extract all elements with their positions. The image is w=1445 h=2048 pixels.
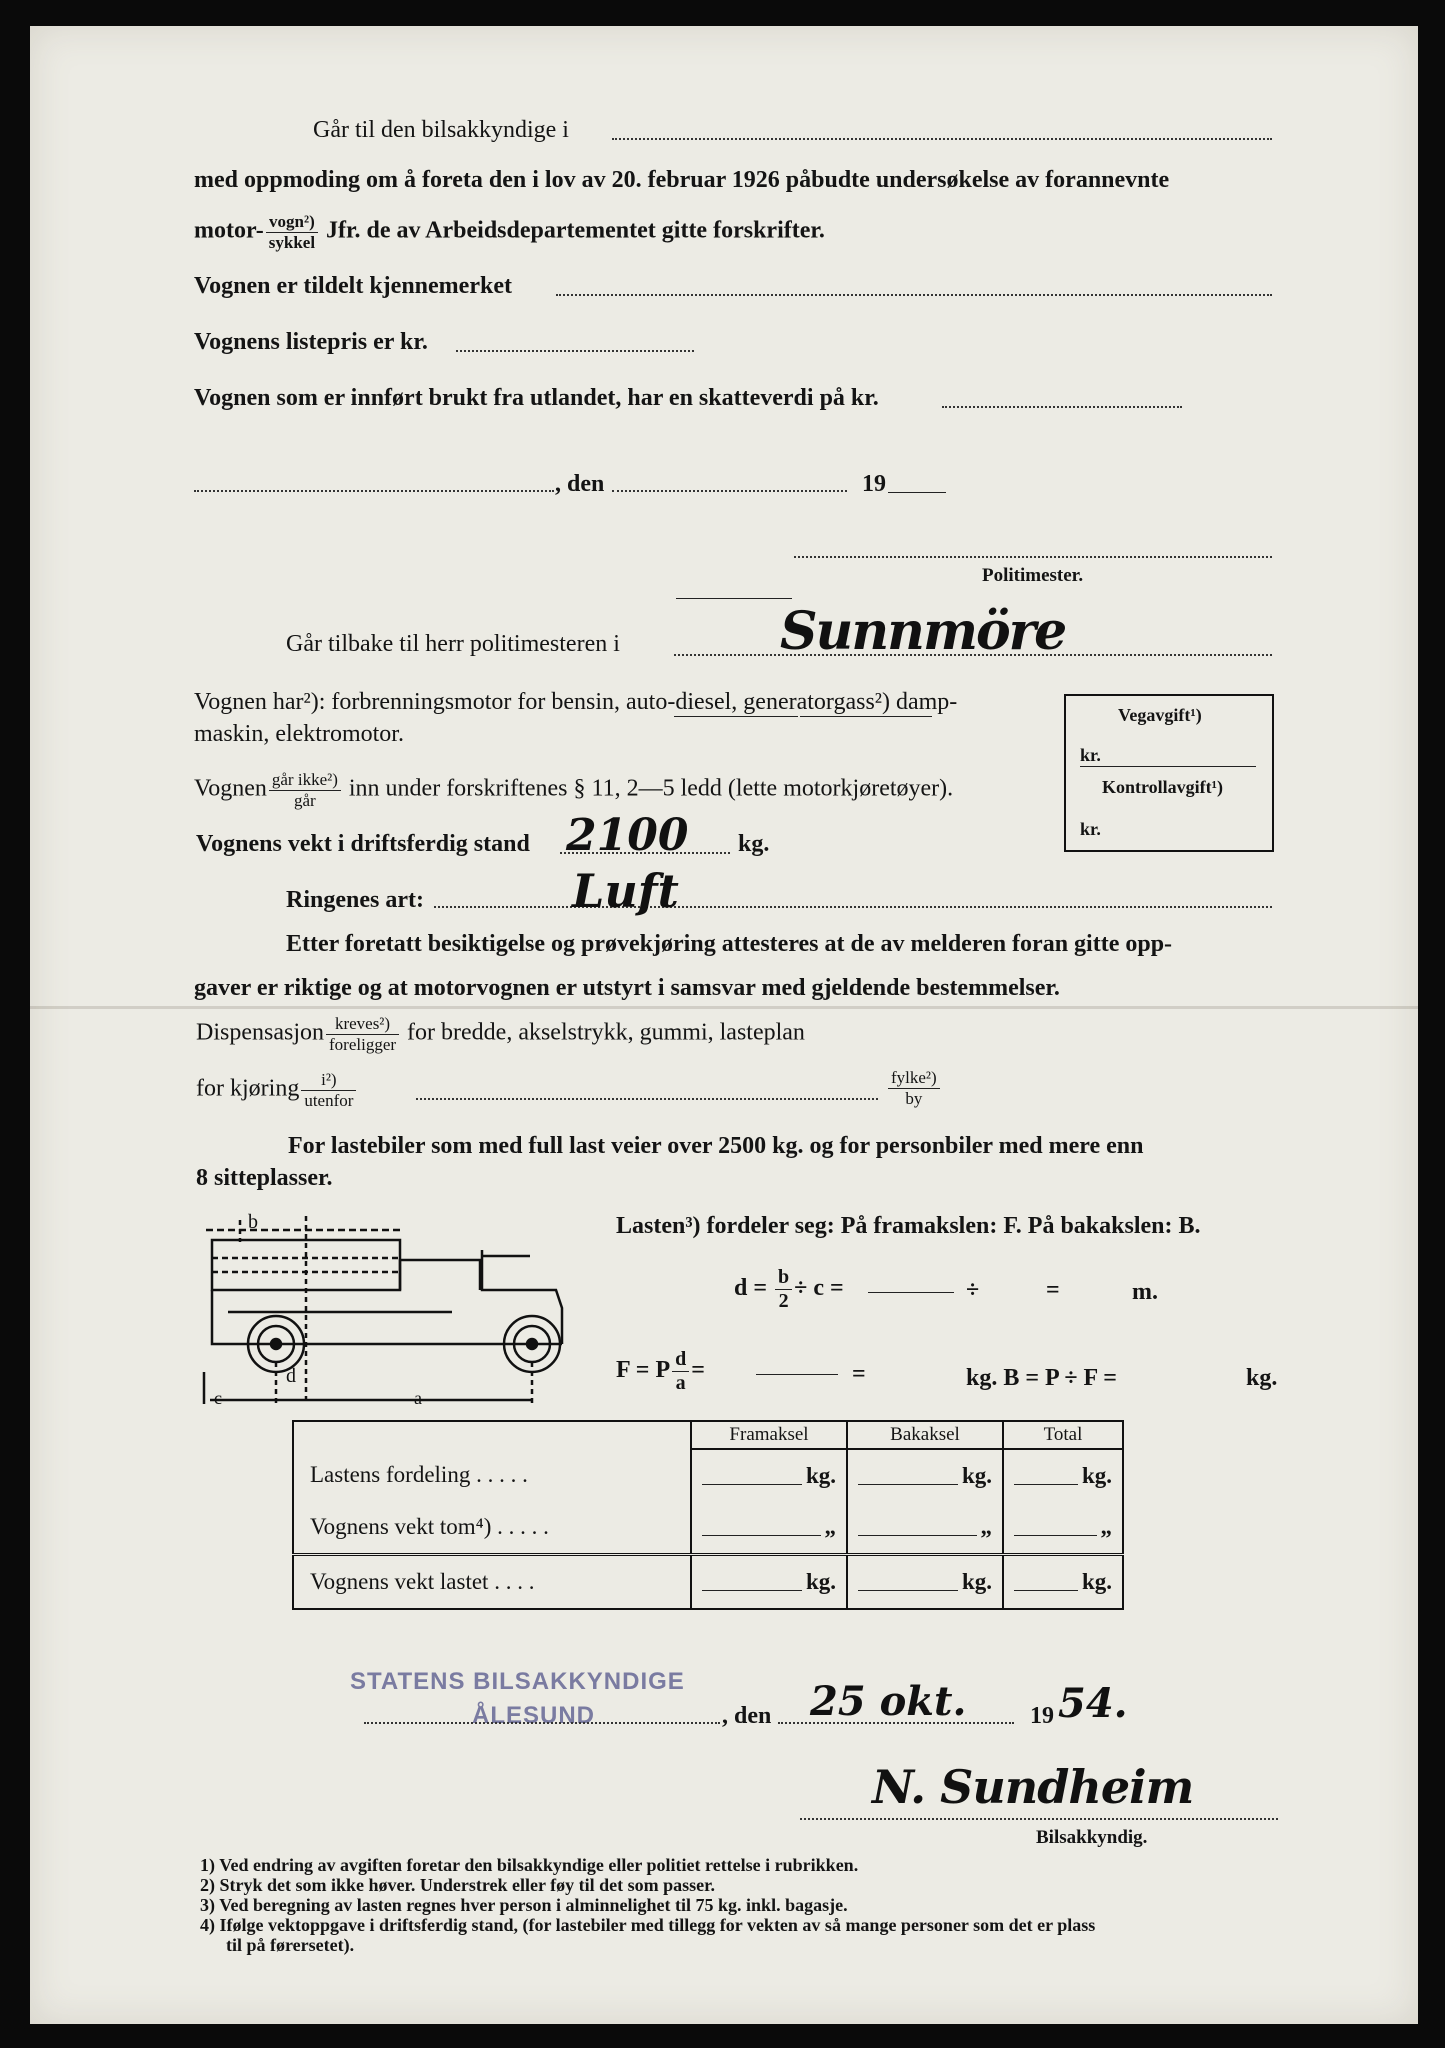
underline-generatorgass: [800, 716, 932, 717]
load-distribution-table: [292, 1420, 1124, 1610]
cell-field[interactable]: [1014, 1572, 1078, 1591]
attest-line-2: gaver er riktige og at motorvognen er utstyrt i samsvar med gjeldende bestemmelser.: [194, 975, 1060, 1001]
footnote-mark: 3): [200, 1895, 215, 1915]
d-frac-top: b: [775, 1266, 792, 1290]
kontrollavgift-kr: kr.: [1080, 819, 1101, 839]
driving-line: [196, 1070, 358, 1110]
vegavgift-field[interactable]: [1080, 766, 1256, 767]
motor-prefix: motor-: [194, 217, 264, 244]
table-row: [293, 1449, 1123, 1501]
kjoring-frac-bottom: utenfor: [304, 1090, 354, 1110]
engine-line-1: Vognen har²): forbrenningsmotor for bensin, auto-diesel, generatorgass²) damp-: [194, 689, 958, 715]
weight-label: Vognens vekt i driftsferdig stand: [196, 831, 530, 857]
row-label: Lastens fordeling . . . . .: [310, 1462, 528, 1488]
kjoring-fraction: [301, 1070, 356, 1110]
footnote-4: [200, 1916, 1095, 1934]
d-formula: [734, 1266, 844, 1313]
vegavgift-kr: kr.: [1080, 745, 1101, 765]
cell-field[interactable]: [702, 1572, 802, 1591]
gaar-prefix: Vognen: [194, 775, 267, 802]
d-eq: =: [1046, 1277, 1060, 1303]
signoff-place-field[interactable]: [364, 1722, 720, 1724]
footnote-text: Ved endring av avgiften foretar den bilsakkyndige eller politiet rettelse i rubrikken.: [219, 1855, 859, 1875]
d-unit: m.: [1132, 1279, 1158, 1305]
list-price-field[interactable]: [456, 350, 694, 352]
cell-field[interactable]: [1014, 1466, 1078, 1485]
attest-line-1: Etter foretatt besiktigelse og prøvekjøring attesteres at de av melderen foran gitte opp-: [286, 931, 1173, 957]
request-text: med oppmoding om å foreta den i lov av 20. februar 1926 påbudte undersøkelse av forannevnte: [194, 167, 1170, 193]
disp-frac-top: kreves²): [326, 1014, 399, 1035]
disp-suffix: for bredde, akselstrykk, gummi, lasteplan: [407, 1019, 805, 1046]
diagram-label-d: d: [286, 1365, 296, 1387]
table-row: [293, 1501, 1123, 1554]
footnote-4-cont: [226, 1936, 354, 1954]
paper-fold: [30, 1006, 1418, 1009]
d-frac-bottom: 2: [778, 1290, 789, 1312]
gaar-frac-bottom: går: [294, 790, 316, 810]
cell-unit: kg.: [805, 1568, 836, 1594]
fylke-fraction-wrap: [886, 1068, 942, 1108]
cell-field[interactable]: [702, 1466, 802, 1485]
list-price-label: Vognens listepris er kr.: [194, 329, 428, 355]
year-field[interactable]: [888, 492, 946, 493]
cell-field[interactable]: [702, 1517, 821, 1536]
diagram-label-b: b: [248, 1212, 258, 1233]
header-framaksel: Framaksel: [691, 1421, 847, 1449]
gaar-suffix: inn under forskriftenes § 11, 2—5 ledd (lette motorkjøretøyer).: [348, 775, 954, 802]
year-prefix: 19: [862, 471, 886, 497]
driving-area-field[interactable]: [416, 1098, 878, 1100]
d-lhs: d =: [734, 1275, 774, 1302]
cell-unit: kg.: [1081, 1568, 1112, 1594]
motor-fraction: [266, 212, 318, 252]
d-rest: ÷ c =: [794, 1275, 844, 1302]
registration-field[interactable]: [556, 294, 1272, 296]
f-fraction: [672, 1348, 689, 1395]
date-field[interactable]: [612, 490, 847, 492]
tyre-label: Ringenes art:: [286, 887, 424, 913]
cell-unit: kg.: [961, 1568, 992, 1594]
kjoring-prefix: for kjøring: [196, 1075, 300, 1102]
to-inspector-label: Går til den bilsakkyndige i: [313, 117, 569, 143]
motor-frac-top: vogn²): [266, 212, 318, 233]
inspector-signature-field[interactable]: [800, 1818, 1278, 1820]
truck-diagram: [200, 1212, 580, 1426]
weight-unit: kg.: [738, 831, 770, 857]
signoff-year-prefix: 19: [1030, 1703, 1054, 1729]
footnote-text: til på førersetet).: [226, 1935, 355, 1955]
footnote-3: [200, 1896, 848, 1914]
engine-line-2: maskin, elektromotor.: [194, 721, 404, 747]
inspector-place-field[interactable]: [612, 138, 1272, 140]
f-eq: =: [691, 1357, 705, 1384]
f-frac-top: d: [672, 1348, 689, 1372]
d-blank-1[interactable]: [868, 1292, 954, 1293]
footnote-text: Stryk det som ikke høver. Understrek eller føy til det som passer.: [219, 1875, 715, 1895]
vegavgift-label: Vegavgift¹): [1118, 705, 1202, 725]
fee-box: [1064, 694, 1274, 852]
fylke-frac-bottom: by: [905, 1088, 923, 1108]
footnote-text: Ifølge vektoppgave i driftsferdig stand, (for lastebiler med tillegg for vekten av så mange personer som det er plass: [219, 1915, 1096, 1935]
stray-line: [676, 598, 792, 599]
politimester-signature-field[interactable]: [794, 556, 1272, 558]
tax-value-field[interactable]: [942, 406, 1182, 408]
cell-field[interactable]: [1014, 1517, 1097, 1536]
date-den-label: , den: [555, 471, 605, 497]
f-eq2: =: [852, 1361, 866, 1387]
cell-field[interactable]: [858, 1466, 958, 1485]
inspector-stamp-line-2: ÅLESUND: [472, 1702, 596, 1729]
light-vehicle-line: [194, 770, 953, 810]
cell-unit: „: [980, 1513, 992, 1539]
kjoring-frac-top: i²): [301, 1070, 356, 1091]
f-lhs: F = P: [616, 1357, 671, 1384]
disp-frac-bottom: foreligger: [329, 1034, 397, 1054]
d-div: ÷: [966, 1277, 980, 1303]
motor-frac-bottom: sykkel: [268, 232, 316, 252]
politimester-label: Politimester.: [982, 565, 1084, 586]
header-bakaksel: Bakaksel: [847, 1421, 1003, 1449]
footnote-mark: 2): [200, 1875, 215, 1895]
cell-unit: kg.: [1081, 1462, 1112, 1488]
tyre-field[interactable]: [434, 906, 1272, 908]
footnote-mark: 4): [200, 1915, 215, 1935]
table-row: [293, 1554, 1123, 1609]
row-label: Vognens vekt tom⁴) . . . . .: [310, 1513, 549, 1539]
return-label: Går tilbake til herr politimesteren i: [286, 631, 620, 657]
footnote-2: [200, 1876, 715, 1894]
footnote-text: Ved beregning av lasten regnes hver person i alminnelighet til 75 kg. inkl. bagasje.: [219, 1895, 848, 1915]
f-kg: kg. B = P ÷ F =: [966, 1365, 1117, 1391]
cell-unit: kg.: [805, 1462, 836, 1488]
fylke-frac-top: fylke²): [888, 1068, 940, 1089]
motor-line: [194, 212, 825, 252]
cell-field[interactable]: [858, 1572, 958, 1591]
dispensation-line: [196, 1014, 805, 1054]
diagram-label-c: c: [214, 1388, 222, 1408]
place-field[interactable]: [194, 490, 554, 492]
footnote-1: [200, 1856, 858, 1874]
gaar-frac-top: går ikke²): [269, 770, 341, 791]
tyre-handwritten: Luft: [572, 864, 679, 918]
fylke-fraction: [888, 1068, 940, 1108]
signoff-date-handwritten: 25 okt.: [810, 1678, 967, 1725]
bilsakkyndig-label: Bilsakkyndig.: [1036, 1827, 1148, 1848]
disp-fraction: [326, 1014, 399, 1054]
gaar-fraction: [269, 770, 341, 810]
inspector-stamp-line-1: STATENS BILSAKKYNDIGE: [350, 1668, 685, 1695]
truck-line-1: For lastebiler som med full last veier over 2500 kg. og for personbiler med mere enn: [288, 1133, 1144, 1159]
header-total: Total: [1003, 1421, 1123, 1449]
f-formula: [616, 1348, 705, 1395]
return-place-handwritten: Sunnmöre: [780, 601, 1066, 662]
table-corner: [293, 1421, 691, 1449]
signoff-den: , den: [722, 1703, 772, 1729]
footnote-mark: 1): [200, 1855, 215, 1875]
f-frac-bottom: a: [675, 1372, 686, 1394]
diagram-label-a: a: [414, 1388, 422, 1408]
kontrollavgift-label: Kontrollavgift¹): [1102, 777, 1224, 797]
truck-line-2: 8 sitteplasser.: [196, 1165, 333, 1191]
disp-prefix: Dispensasjon: [196, 1019, 324, 1046]
motor-suffix: Jfr. de av Arbeidsdepartementet gitte forskrifter.: [326, 217, 825, 244]
signoff-year-handwritten: 54.: [1058, 1680, 1128, 1727]
cell-unit: kg.: [961, 1462, 992, 1488]
inspector-signature: N. Sundheim: [872, 1760, 1194, 1814]
cell-field[interactable]: [858, 1517, 977, 1536]
underline-auto-diesel: [674, 716, 798, 717]
f-blank-1[interactable]: [756, 1374, 838, 1375]
weight-handwritten: 2100: [566, 810, 689, 861]
registration-label: Vognen er tildelt kjennemerket: [194, 273, 512, 299]
b-kg: kg.: [1246, 1365, 1278, 1391]
cell-unit: „: [824, 1513, 836, 1539]
d-fraction: [775, 1266, 792, 1313]
load-distribution-line: Lasten³) fordeler seg: På framakslen: F. På bakakslen: B.: [616, 1213, 1201, 1239]
row-label: Vognens vekt lastet . . . .: [293, 1554, 691, 1609]
cell-unit: „: [1100, 1513, 1112, 1539]
tax-value-label: Vognen som er innført brukt fra utlandet, har en skatteverdi på kr.: [194, 385, 879, 411]
